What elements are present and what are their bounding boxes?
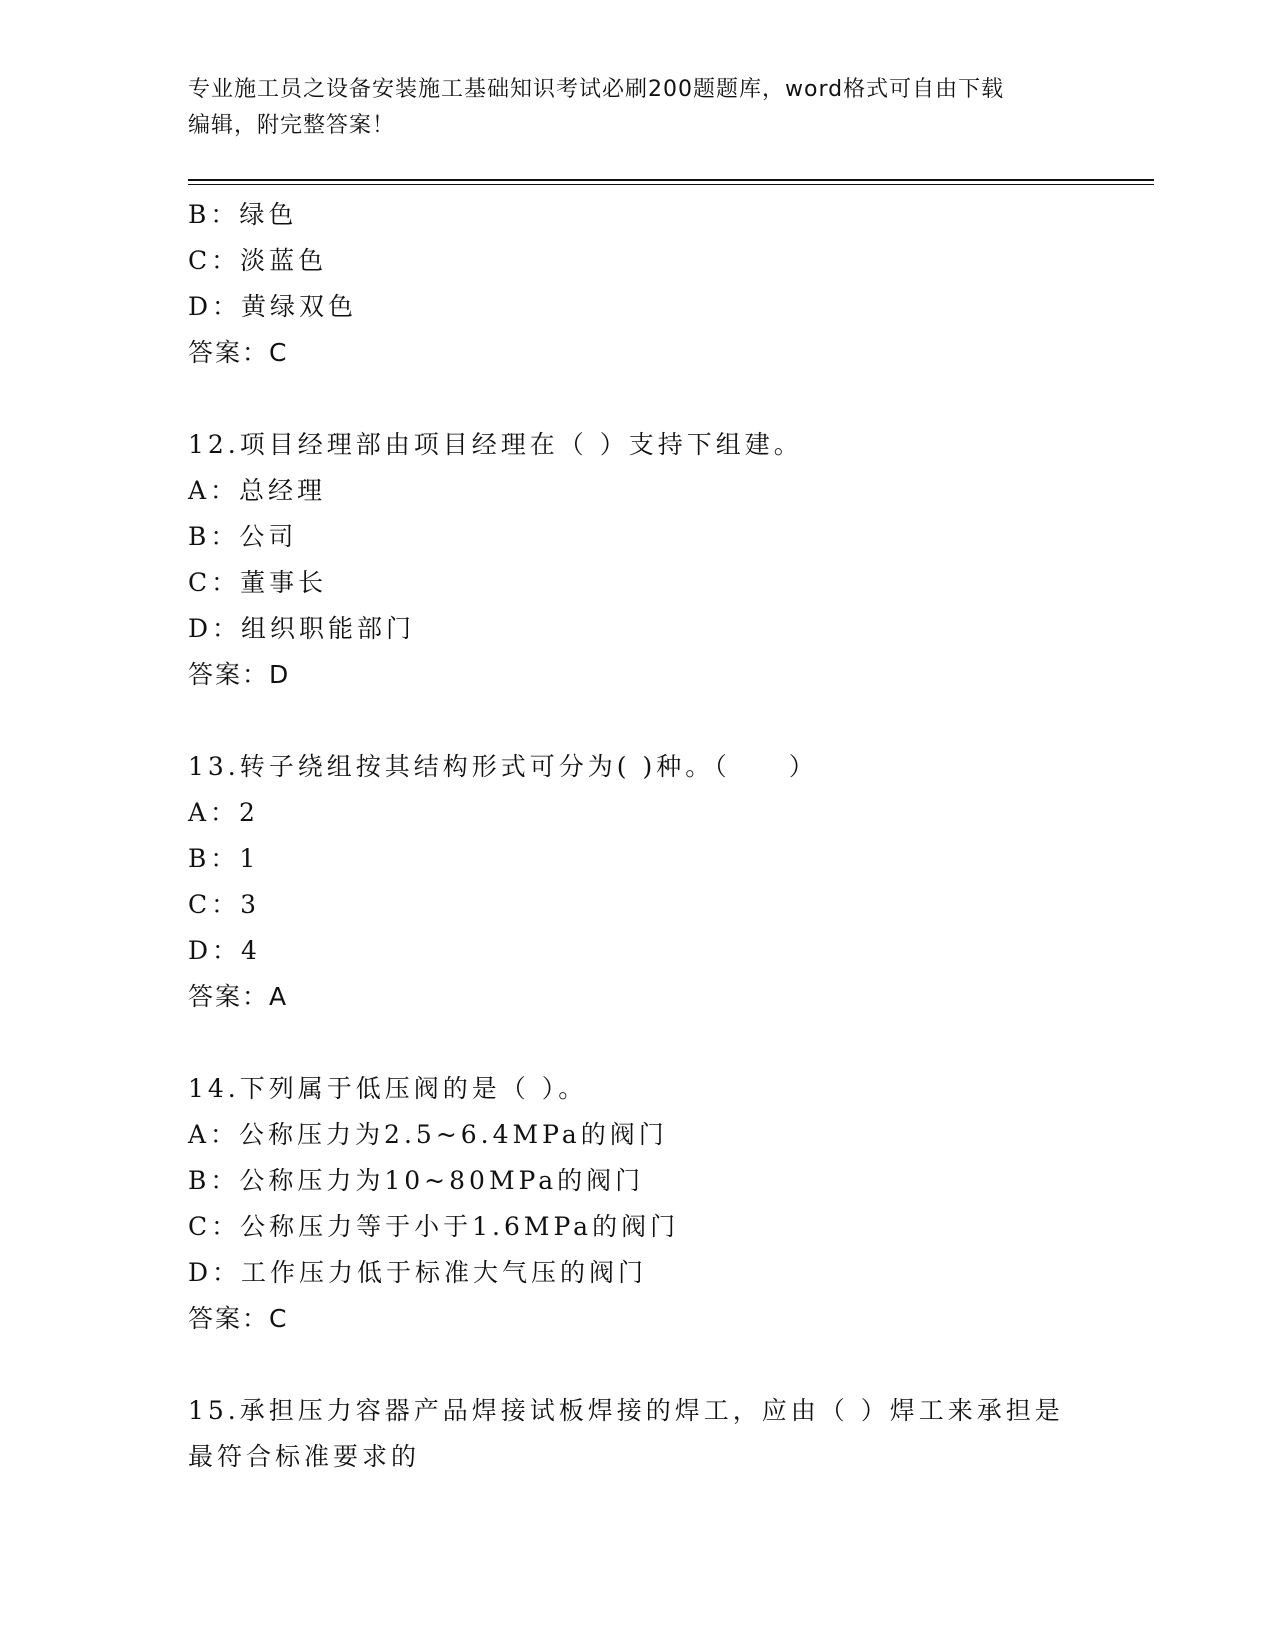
question-block-15 [188,1388,1154,1480]
question-text: 13.转子绕组按其结构形式可分为( )种。（ ） [188,752,818,781]
option-c: C：公称压力等于小于1.6MPa的阀门 [188,1212,680,1241]
option-b: B：1 [188,844,260,873]
option-c: C：董事长 [188,568,328,597]
option-c: C：淡蓝色 [188,246,328,275]
block-spacer [188,376,1154,422]
option-d: D：黄绿双色 [188,292,358,321]
option-d: D：4 [188,936,261,965]
option-b: B：绿色 [188,200,298,229]
option-b: B：公司 [188,522,298,551]
option-a: A：2 [188,798,259,827]
header-line-1: 专业施工员之设备安装施工基础知识考试必刷200题题库，word格式可自由下载 [188,77,1005,102]
question-block-12 [188,422,1154,698]
block-spacer [188,698,1154,744]
option-d: D：组织职能部门 [188,614,416,643]
question-text-line-2: 最符合标准要求的 [188,1442,421,1471]
option-c: C：3 [188,890,261,919]
answer-label: 答案：C [188,1304,289,1333]
option-b: B：公称压力为10~80MPa的阀门 [188,1166,645,1195]
question-list [188,192,1154,1480]
answer-label: 答案：D [188,660,291,689]
header-line-2: 编辑，附完整答案！ [188,113,396,138]
header-divider [188,179,1154,185]
option-a: A：总经理 [188,476,327,505]
option-a: A：公称压力为2.5~6.4MPa的阀门 [188,1120,668,1149]
question-block-14 [188,1066,1154,1342]
question-text: 14.下列属于低压阀的是（ ）。 [188,1074,588,1103]
answer-label: 答案：C [188,338,289,367]
option-d: D：工作压力低于标准大气压的阀门 [188,1258,648,1287]
question-block-13 [188,744,1154,1020]
answer-label: 答案：A [188,982,289,1011]
question-text-line-1: 15.承担压力容器产品焊接试板焊接的焊工，应由（ ）焊工来承担是 [188,1396,1064,1425]
document-header [188,72,1068,144]
question-block-11 [188,192,1154,376]
block-spacer [188,1342,1154,1388]
question-text: 12.项目经理部由项目经理在（ ）支持下组建。 [188,430,803,459]
block-spacer [188,1020,1154,1066]
